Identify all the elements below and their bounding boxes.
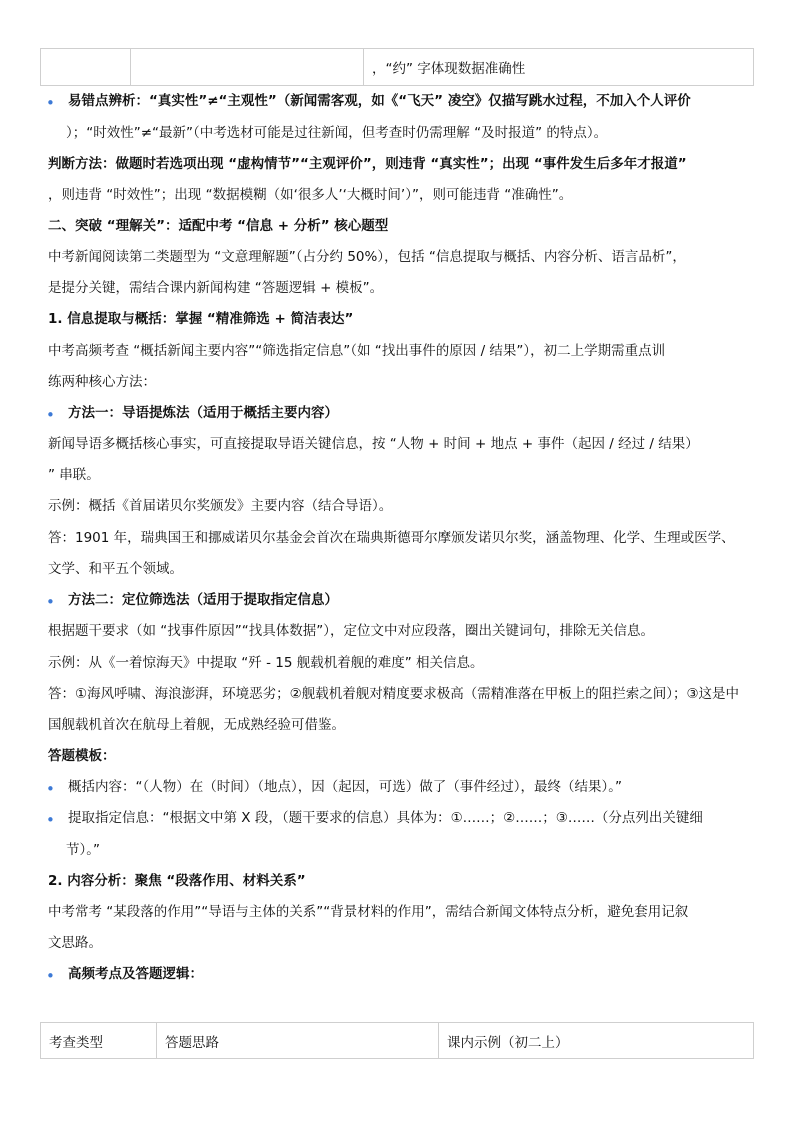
method-heading: 方法一：导语提炼法（适用于概括主要内容） (68, 405, 338, 421)
paragraph-line: ）；“时效性”≠“最新”（中考选材可能是过往新闻，但考查时仍需理解 “及时报道” 的特点）。 (66, 125, 608, 141)
answer-line: 文学、和平五个领域。 (48, 561, 183, 577)
paragraph-line: 练两种核心方法： (48, 374, 156, 390)
answer-line: 答：①海风呼啸、海浪澎湃，环境恶劣；②舰载机着舰对精度要求极高（需精准落在甲板上的阻拦索之间）；③这是中 (48, 686, 740, 702)
table-header-cell: 答题思路 (157, 1023, 439, 1059)
subsection-heading: 1. 信息提取与概括：掌握 “精准筛选 + 简洁表达” (48, 311, 354, 327)
paragraph-line: 是提分关键，需结合课内新闻构建 “答题逻辑 + 模板”。 (48, 280, 384, 296)
bullet-icon: • (46, 780, 55, 798)
bullet-icon: • (46, 406, 55, 424)
paragraph-line: 中考新闻阅读第二类题型为 “文意理解题”（占分约 50%），包括 “信息提取与概括、内容分析、语言品析”， (48, 249, 686, 265)
paragraph-line: 根据题干要求（如 “找事件原因”“找具体数据”），定位文中对应段落，圈出关键词句，排除无关信息。 (48, 623, 655, 639)
table-header-row (41, 1023, 754, 1059)
table-top-fragment (40, 48, 754, 86)
bullet-icon: • (46, 593, 55, 611)
example-line: 示例：从《一着惊海天》中提取 “歼 - 15 舰载机着舰的难度” 相关信息。 (48, 655, 484, 671)
exam-type-table (40, 1022, 754, 1059)
bullet-heading: 高频考点及答题逻辑： (68, 966, 203, 982)
template-line: 概括内容：“（人物）在（时间）（地点），因（起因，可选）做了（事件经过），最终（结果）。” (68, 779, 622, 795)
table-header-cell: 考查类型 (41, 1023, 157, 1059)
table-cell (131, 49, 364, 86)
paragraph-line: 中考高频考查 “概括新闻主要内容”“筛选指定信息”（如 “找出事件的原因 / 结果”），初二上学期需重点训 (48, 343, 666, 359)
subsection-heading: 2. 内容分析：聚焦 “段落作用、材料关系” (48, 873, 306, 889)
bullet-icon: • (46, 811, 55, 829)
paragraph-line: 文思路。 (48, 935, 102, 951)
answer-line: 国舰载机首次在航母上着舰，无成熟经验可借鉴。 (48, 717, 345, 733)
section-heading: 二、突破 “理解关”：适配中考 “信息 + 分析” 核心题型 (48, 218, 389, 234)
paragraph-line: ” 串联。 (48, 467, 100, 483)
paragraph-line (68, 91, 778, 111)
template-line: 节）。” (66, 842, 100, 858)
table-cell (41, 49, 131, 86)
paragraph-line: 中考常考 “某段落的作用”“导语与主体的关系”“背景材料的作用”，需结合新闻文体特点分析，避免套用记叙 (48, 904, 689, 920)
method-heading: 方法二：定位筛选法（适用于提取指定信息） (68, 592, 338, 608)
bullet-icon: • (46, 94, 55, 112)
inline-text: 易错点辨析：“真实性”≠“主观性”（新闻需客观，如《“飞天” 凌空》仅描写跳水过程，不加入个人评价 (68, 93, 691, 109)
table-row (41, 49, 754, 86)
template-heading: 答题模板： (48, 748, 116, 764)
table-header-cell: 课内示例（初二上） (439, 1023, 754, 1059)
paragraph-line: ，则违背 “时效性”；出现 “数据模糊（如‘很多人’‘大概时间’）”，则可能违背 “准确性”。 (48, 187, 573, 203)
example-line: 示例：概括《首届诺贝尔奖颁发》主要内容（结合导语）。 (48, 498, 393, 514)
table-cell: ，“约” 字体现数据准确性 (364, 49, 754, 86)
paragraph-line: 判断方法：做题时若选项出现 “虚构情节”“主观评价”，则违背 “真实性”；出现 “事件发生后多年才报道” (48, 156, 687, 172)
paragraph-line: 新闻导语多概括核心事实，可直接提取导语关键信息，按 “人物 + 时间 + 地点 + 事件（起因 / 经过 / 结果） (48, 436, 699, 452)
answer-line: 答：1901 年，瑞典国王和挪威诺贝尔基金会首次在瑞典斯德哥尔摩颁发诺贝尔奖，涵盖物理、化学、生理或医学、 (48, 530, 735, 546)
template-line: 提取指定信息：“根据文中第 X 段，（题干要求的信息）具体为：①……；②……；③……（分点列出关键细 (68, 810, 703, 826)
bullet-icon: • (46, 967, 55, 985)
